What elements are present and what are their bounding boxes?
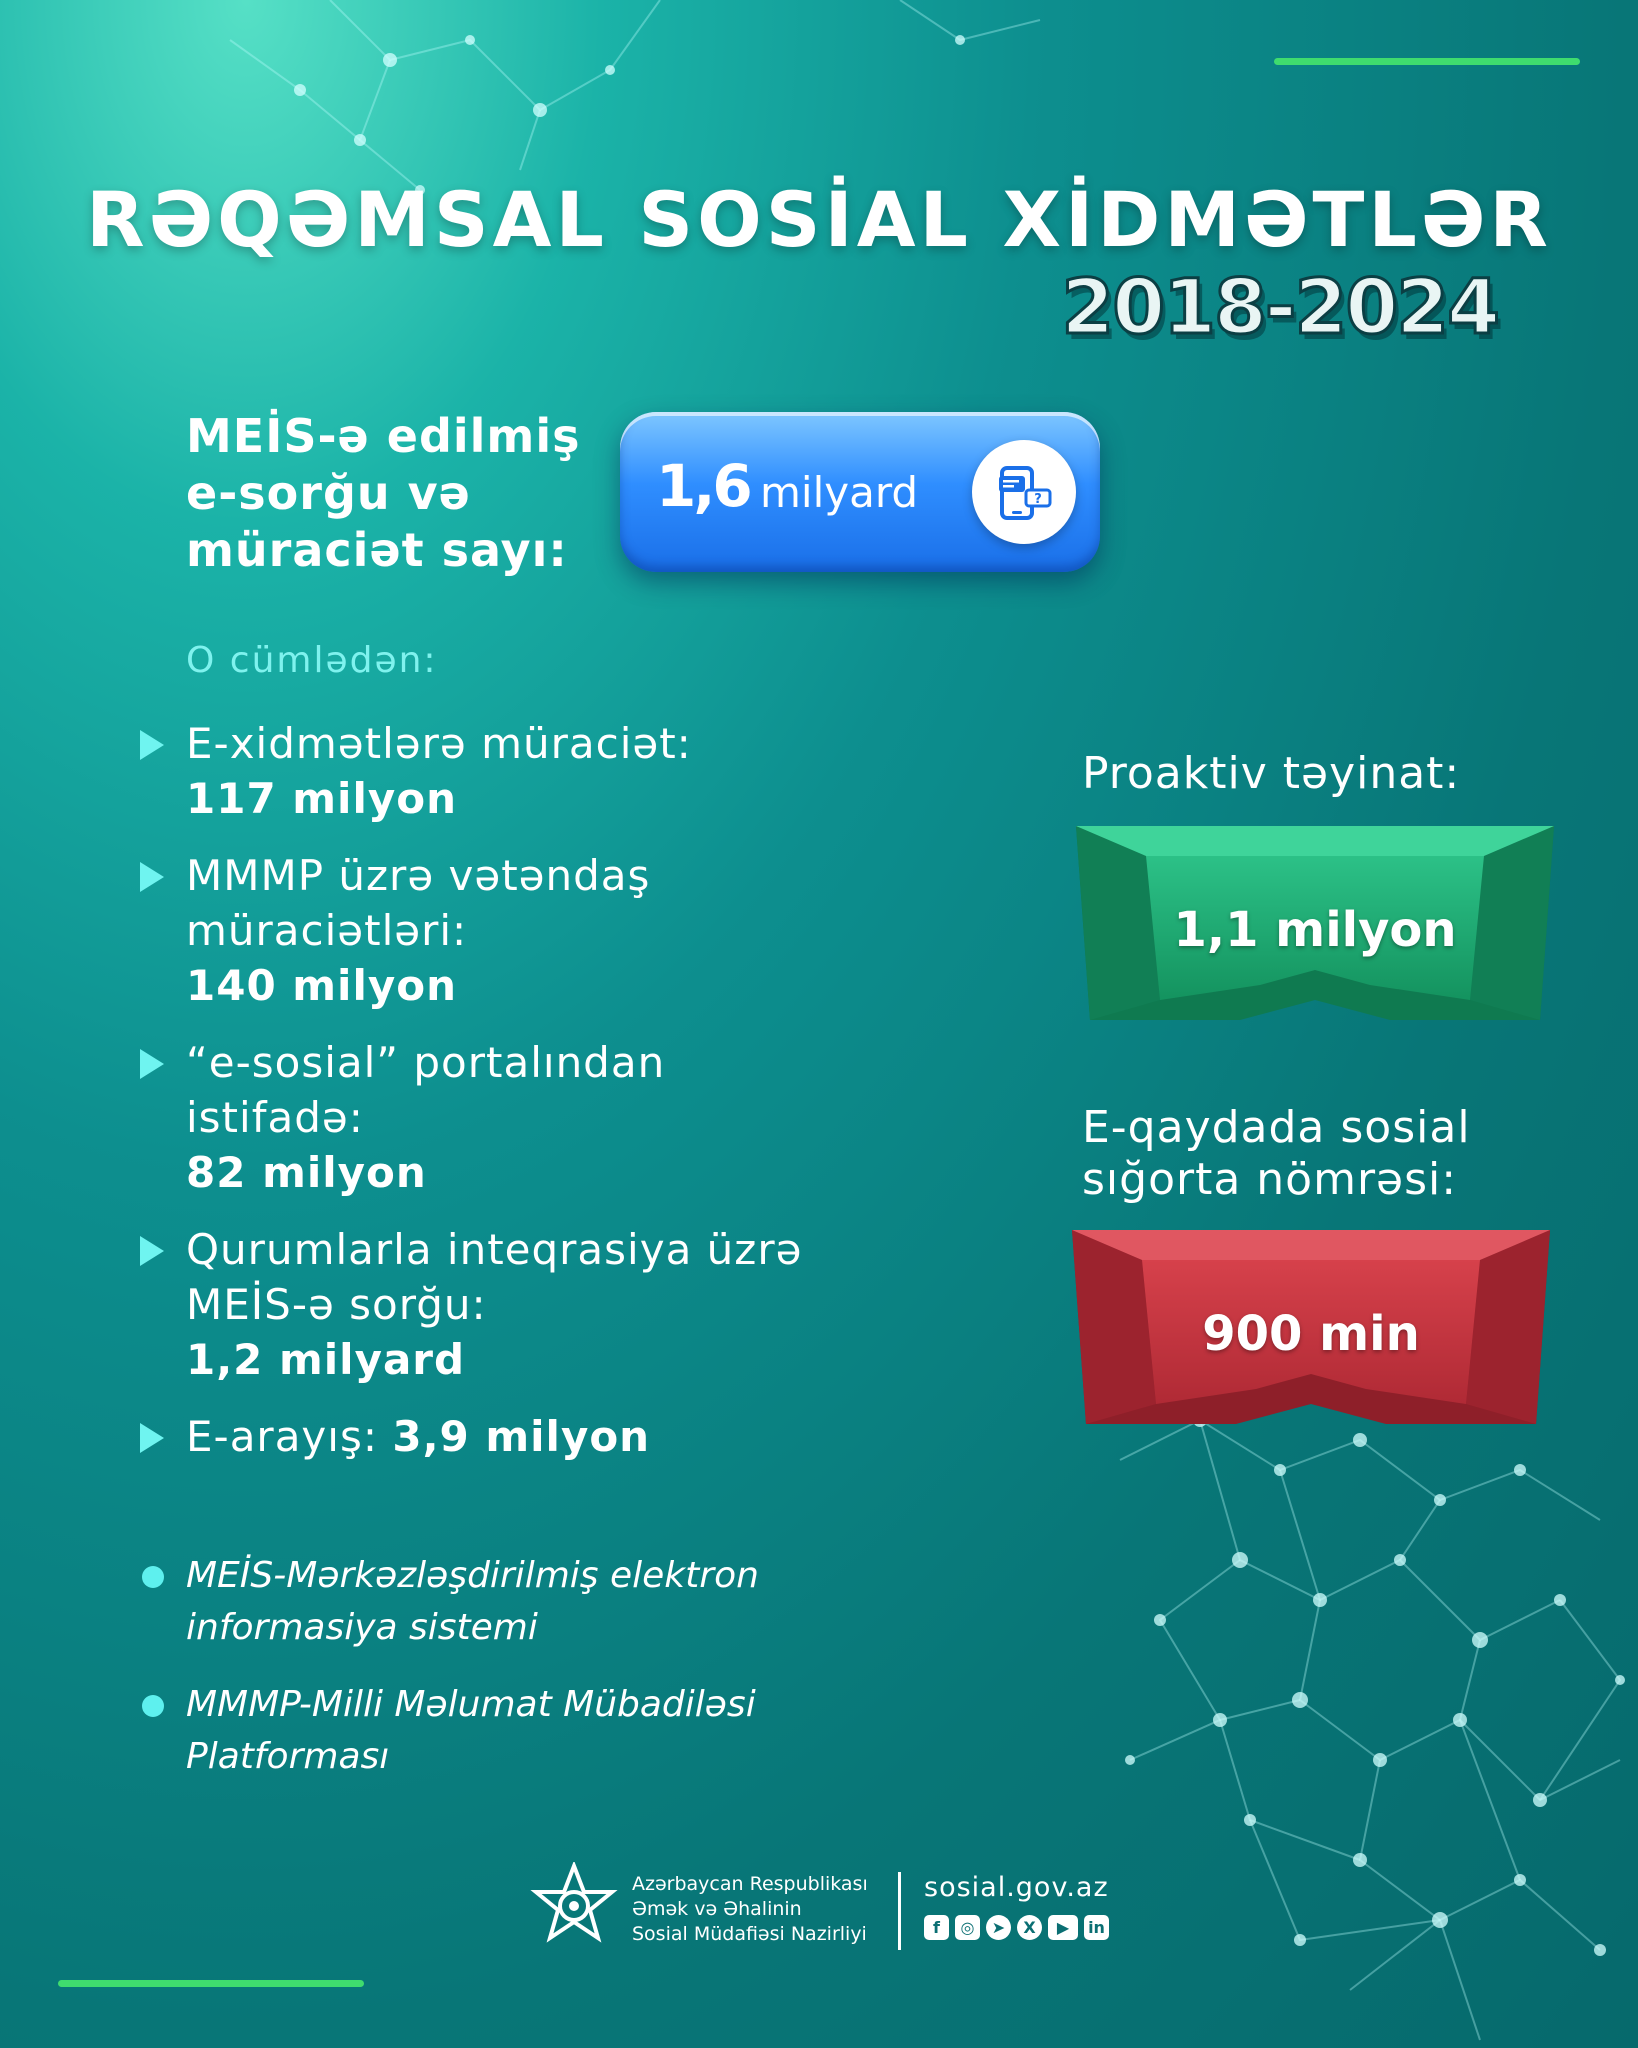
list-item [140, 1409, 840, 1464]
telegram-icon[interactable]: ➤ [986, 1915, 1011, 1940]
phone-chat-icon [972, 440, 1076, 544]
social-icons [924, 1915, 1109, 1940]
triangle-bullet-icon [140, 1049, 164, 1079]
triangle-bullet-icon [140, 730, 164, 760]
insurance-value: 900 min [1202, 1306, 1420, 1362]
insurance-stat-block [1066, 1224, 1556, 1446]
facebook-icon[interactable]: f [924, 1915, 949, 1940]
proactive-label: Proaktiv təyinat: [1082, 748, 1461, 799]
page-title: RƏQƏMSAL SOSİAL XİDMƏTLƏR [86, 175, 1552, 264]
youtube-icon[interactable]: ▶ [1048, 1915, 1078, 1940]
triangle-bullet-icon [140, 862, 164, 892]
triangle-bullet-icon [140, 1236, 164, 1266]
list-item [140, 1035, 840, 1200]
item-label: E-arayış: [186, 1412, 378, 1461]
breakdown-list [140, 716, 840, 1486]
item-label: Qurumlarla inteqrasiya üzrə MEİS-ə sorğu: [186, 1225, 803, 1329]
proactive-stat-block [1070, 820, 1560, 1040]
definition-item [140, 1550, 900, 1654]
main-stat-value: 1,6 [656, 452, 750, 520]
item-value: 82 milyon [186, 1148, 427, 1197]
accent-line-bottom [58, 1980, 364, 1987]
list-item [140, 1222, 840, 1387]
main-stat-unit: milyard [760, 468, 919, 517]
item-label: MMMP üzrə vətəndaş müraciətləri: [186, 851, 651, 955]
item-value: 140 milyon [186, 961, 457, 1010]
ministry-name [632, 1872, 868, 1947]
breakdown-heading: O cümlədən: [186, 640, 438, 681]
footer-divider [898, 1872, 901, 1950]
linkedin-icon[interactable]: in [1084, 1915, 1109, 1940]
item-value: 117 milyon [186, 774, 457, 823]
x-icon[interactable]: X [1017, 1915, 1042, 1940]
svg-text:?: ? [1034, 492, 1042, 507]
proactive-value: 1,1 milyon [1173, 902, 1457, 958]
definition-text: MEİS-Mərkəzləşdirilmiş elektron informasiya sistemi [186, 1555, 759, 1648]
ministry-line: Azərbaycan Respublikası [632, 1873, 868, 1895]
definitions-list [140, 1550, 900, 1808]
item-label: “e-sosial” portalından istifadə: [186, 1038, 666, 1142]
insurance-label: E-qaydada sosial sığorta nömrəsi: [1082, 1102, 1471, 1205]
definition-item [140, 1679, 900, 1783]
accent-line-top [1274, 58, 1580, 65]
ministry-logo-icon [528, 1862, 620, 1954]
website-link[interactable]: sosial.gov.az [924, 1872, 1109, 1903]
list-item [140, 716, 840, 826]
item-value: 3,9 milyon [392, 1412, 651, 1461]
ministry-line: Əmək və Əhalinin [632, 1898, 802, 1920]
ministry-line: Sosial Müdafiəsi Nazirliyi [632, 1923, 867, 1945]
year-range: 2018-2024 [1061, 262, 1498, 351]
main-stat-pill [620, 412, 1100, 572]
dot-bullet-icon [142, 1695, 164, 1717]
main-stat-label: MEİS-ə edilmiş e-sorğu və müraciət sayı: [186, 409, 581, 577]
triangle-bullet-icon [140, 1423, 164, 1453]
dot-bullet-icon [142, 1566, 164, 1588]
list-item [140, 848, 840, 1013]
instagram-icon[interactable]: ◎ [955, 1915, 980, 1940]
definition-text: MMMP-Milli Məlumat Mübadiləsi Platforması [186, 1684, 756, 1777]
item-label: E-xidmətlərə müraciət: [186, 719, 692, 768]
item-value: 1,2 milyard [186, 1335, 466, 1384]
